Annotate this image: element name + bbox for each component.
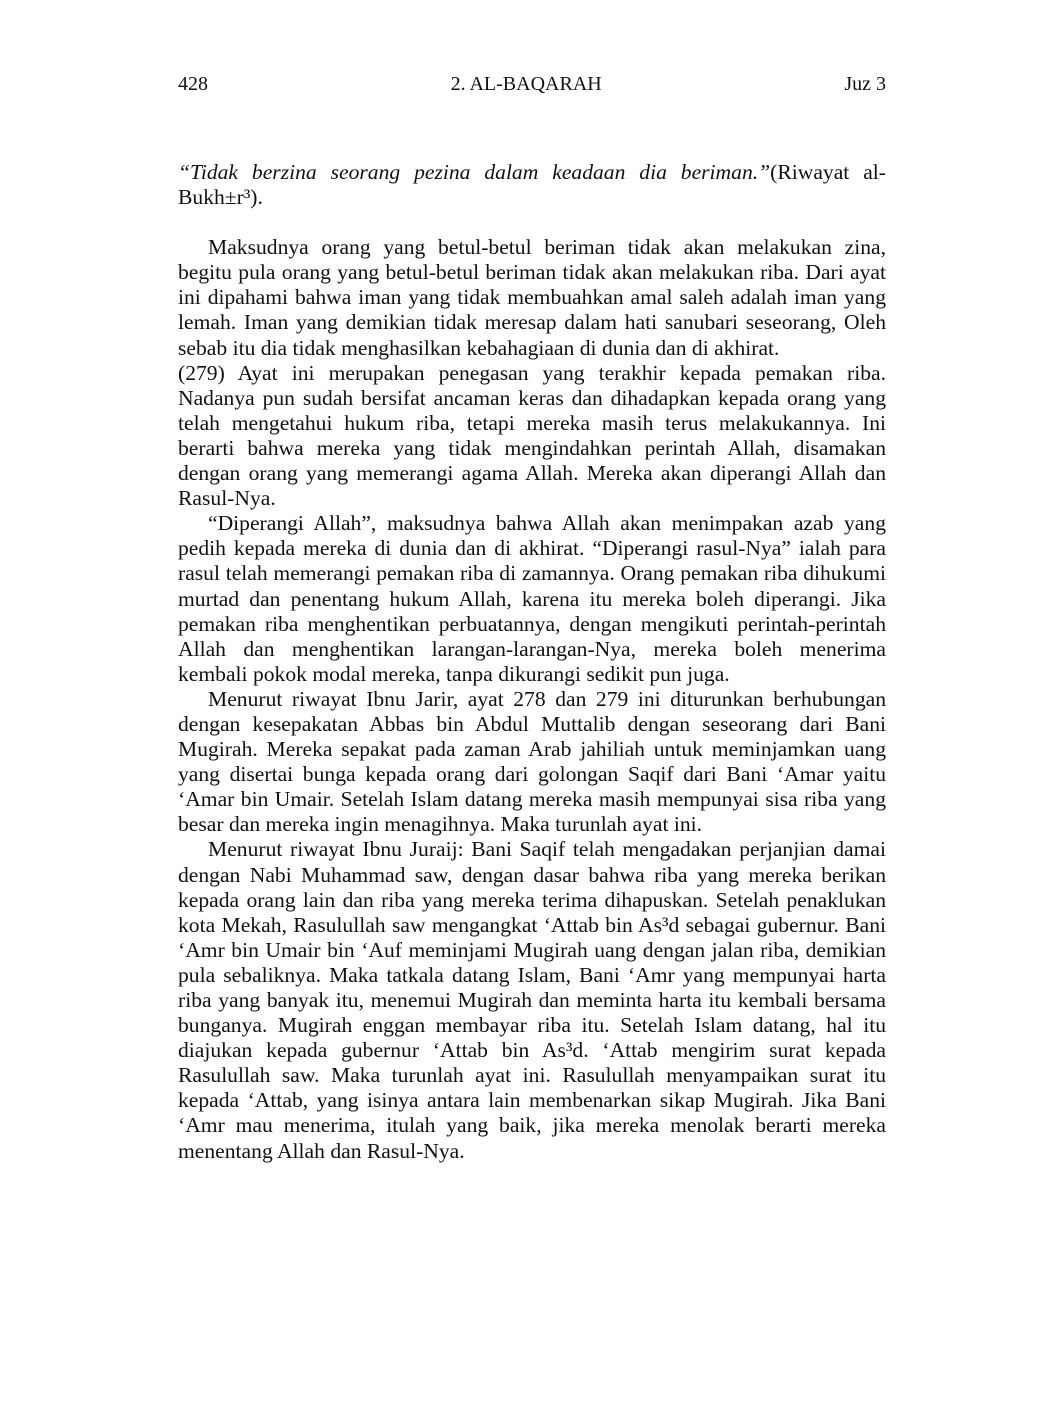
body-text	[178, 160, 886, 1164]
paragraph: Menurut riwayat Ibnu Jarir, ayat 278 dan 279 ini diturunkan berhubungan dengan kesepakatan Abbas bin Abdul Muttalib dengan seseorang dari Bani Mugirah. Mereka sepakat pada zaman Arab jahiliah untuk meminjamkan uang yang disertai bunga kepada orang dari golongan Saqif dari Bani ‘Amar yaitu ‘Amar bin Umair. Setelah Islam datang mereka masih mempunyai sisa riba yang besar dan mereka ingin menagihnya. Maka turunlah ayat ini.	[178, 686, 886, 837]
paragraph: “Diperangi Allah”, maksudnya bahwa Allah akan menimpakan azab yang pedih kepada mereka di dunia dan di akhirat. “Diperangi rasul-Nya” ialah para rasul telah memerangi pemakan riba di zamannya. Orang pemakan riba dihukumi murtad dan penentang hukum Allah, karena itu mereka boleh diperangi. Jika pemakan riba menghentikan perbuatannya, dengan mengikuti perintah-perintah Allah dan menghentikan larangan-larangan-Nya, mereka boleh menerima kembali pokok modal mereka, tanpa dikurangi sedikit pun juga.	[178, 511, 886, 686]
quote-text: “Tidak berzina seorang pezina dalam keadaan dia beriman.”	[178, 160, 771, 184]
juz-label: Juz 3	[844, 73, 886, 95]
running-header	[178, 72, 886, 96]
paragraph: (279) Ayat ini merupakan penegasan yang terakhir kepada pemakan riba. Nadanya pun sudah bersifat ancaman keras dan dihadapkan kepada orang yang telah mengetahui hukum riba, tetapi mereka masih terus melakukannya. Ini berarti bahwa mereka yang tidak mengindahkan perintah Allah, disamakan dengan orang yang memerangi agama Allah. Mereka akan diperangi Allah dan Rasul-Nya.	[178, 360, 886, 511]
paragraph: Menurut riwayat Ibnu Juraij: Bani Saqif telah mengadakan perjanjian damai dengan Nabi Muhammad saw, dengan dasar bahwa riba yang mereka berikan kepada orang lain dan riba yang mereka terima dihapuskan. Setelah penaklukan kota Mekah, Rasulullah saw mengangkat ‘Attab bin As³d sebagai gubernur. Bani ‘Amr bin Umair bin ‘Auf meminjami Mugirah uang dengan jalan riba, demikian pula sebaliknya. Maka tatkala datang Islam, Bani ‘Amr yang mempunyai harta riba yang banyak itu, menemui Mugirah dan meminta harta itu kembali bersama bunganya. Mugirah enggan membayar riba itu. Setelah Islam datang, hal itu diajukan kepada gubernur ‘Attab bin As³d. ‘Attab mengirim surat kepada Rasulullah saw. Maka turunlah ayat ini. Rasulullah menyampaikan surat itu kepada ‘Attab, yang isinya antara lain membenarkan sikap Mugirah. Jika Bani ‘Amr mau menerima, itulah yang baik, jika mereka menolak berarti mereka menentang Allah dan Rasul-Nya.	[178, 837, 886, 1163]
paragraph: Maksudnya orang yang betul-betul beriman tidak akan melakukan zina, begitu pula orang yang betul-betul beriman tidak akan melakukan riba. Dari ayat ini dipahami bahwa iman yang tidak membuahkan amal saleh adalah iman yang lemah. Iman yang demikian tidak meresap dalam hati sanubari seseorang, Oleh sebab itu dia tidak menghasilkan kebahagiaan di dunia dan di akhirat.	[178, 235, 886, 360]
chapter-title: 2. AL-BAQARAH	[450, 73, 602, 95]
page-number: 428	[178, 73, 208, 95]
page	[178, 72, 886, 1164]
hadith-quote	[178, 160, 886, 210]
quote-citation: (Riwayat al-Bukh±r³).	[178, 160, 886, 210]
